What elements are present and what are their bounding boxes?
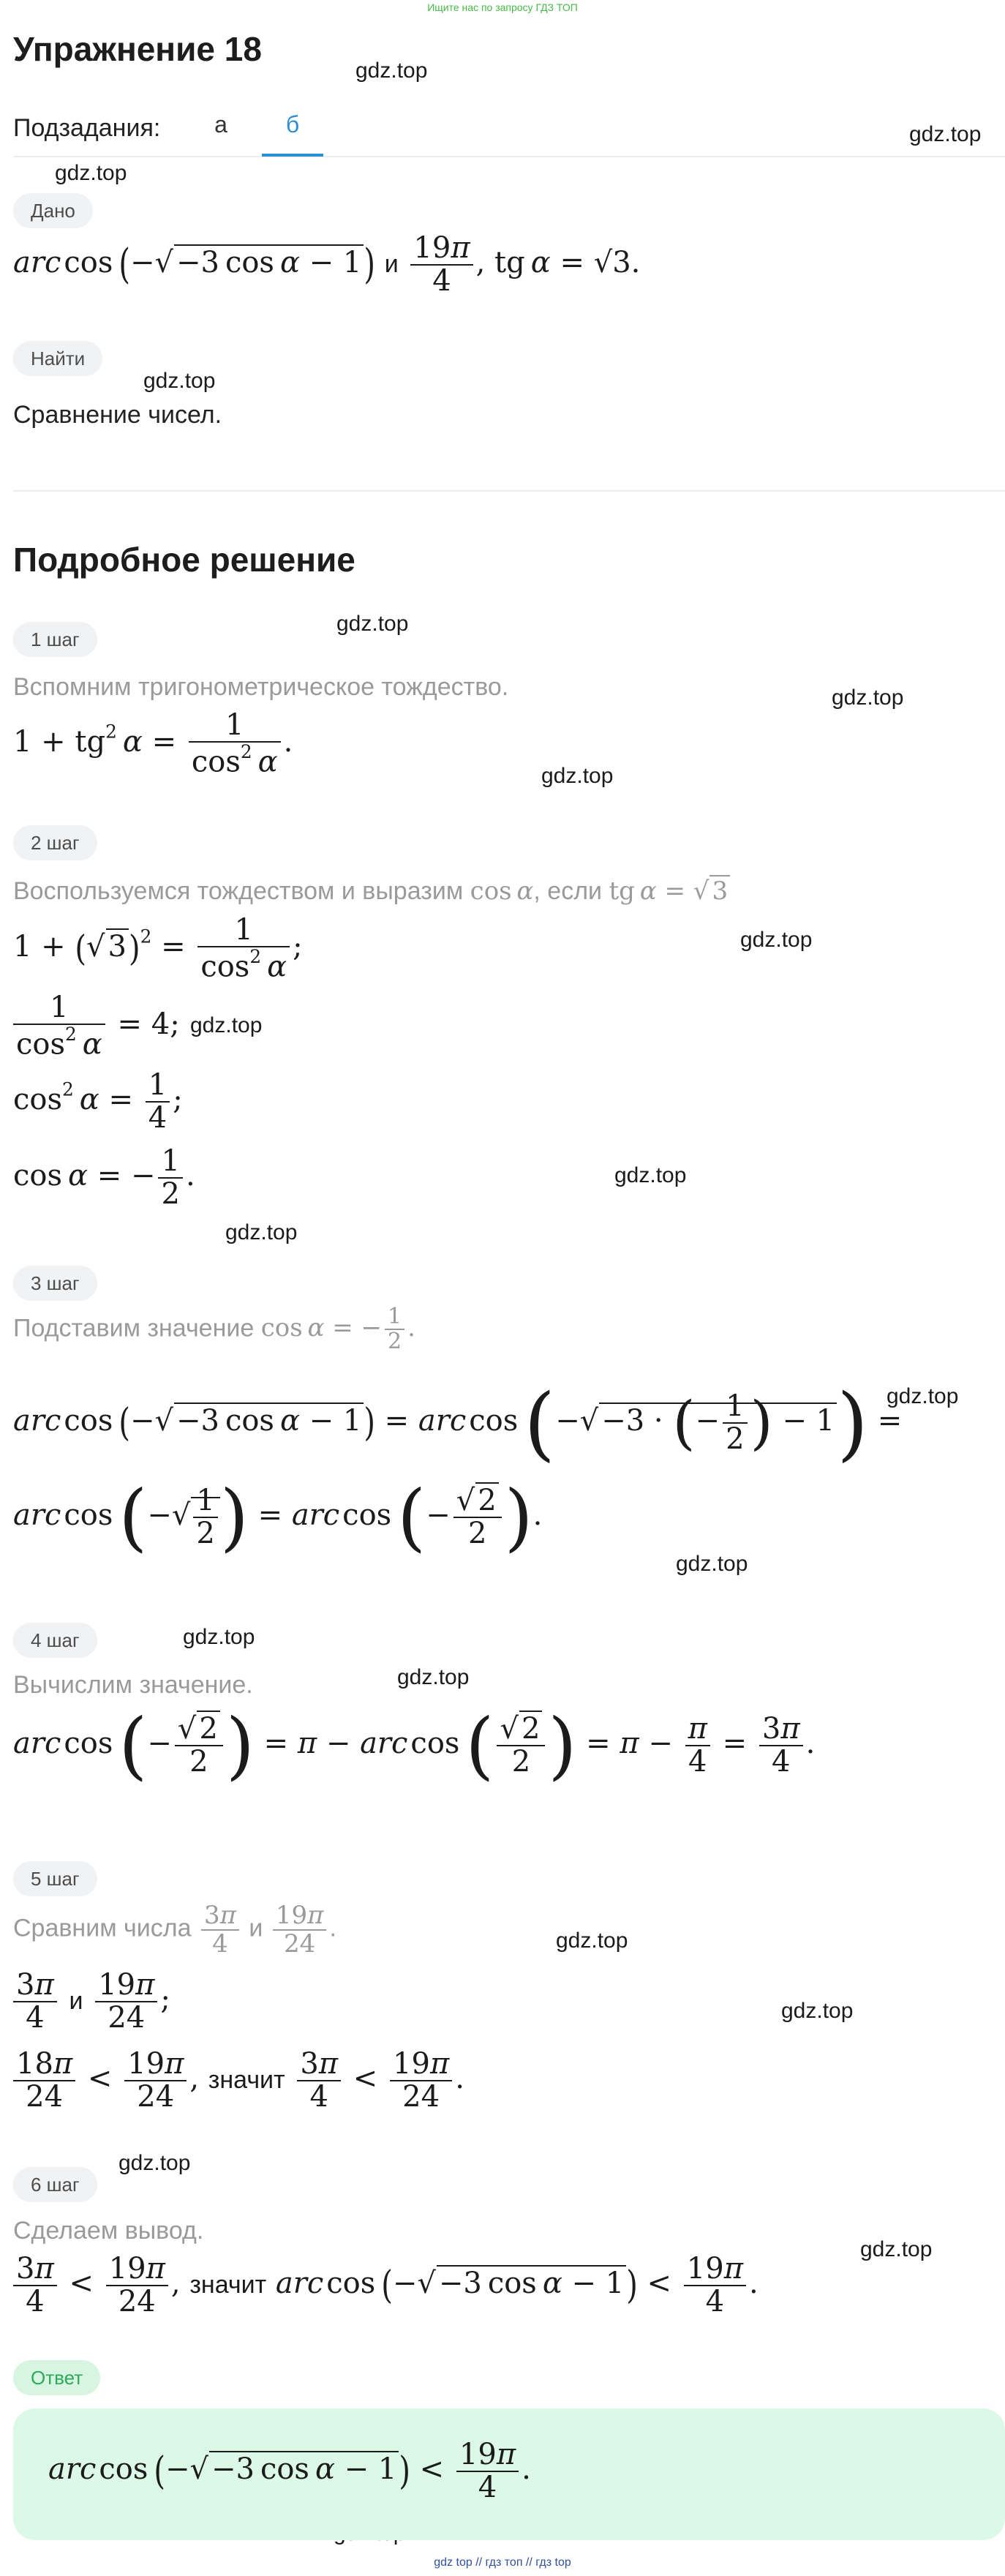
watermark: gdz.top xyxy=(740,928,813,952)
watermark: gdz.top xyxy=(355,59,428,83)
page-title: Упражнение 18 xyxy=(13,30,262,68)
step-2-formula-4: cos α = − $\frac{1}{2}$ . xyxy=(13,1144,195,1212)
find-badge: Найти xyxy=(13,341,102,376)
watermark: gdz.top xyxy=(781,1999,854,2023)
step-6-formula: $\frac{3\pi}{4}$ < $\frac{19\pi}{24}$ , значит arc cos (−√ −3 cos α − 1) < $\frac{19\pi}{4}$ . xyxy=(13,2253,759,2318)
given-badge: Дано xyxy=(13,193,93,228)
step-5-formula-1: $\frac{3\pi}{4}$ и $\frac{19\pi}{24}$ ; xyxy=(13,1969,170,2034)
step-1-badge: 1 шаг xyxy=(13,622,97,657)
watermark: gdz.top xyxy=(909,122,982,146)
tab-divider xyxy=(13,156,1005,157)
solution-title: Подробное решение xyxy=(13,541,355,579)
watermark: gdz.top xyxy=(614,1163,687,1187)
step-5-badge: 5 шаг xyxy=(13,1861,97,1896)
watermark: gdz.top xyxy=(183,1625,255,1649)
step-1-formula: $1 + tg^2$ α = $\frac{1}{\cos^2 \alpha}$ . xyxy=(13,708,293,779)
step-4-formula: arc cos (− $\frac{√ 2}{2}$ ) = π − arc cos ( $\frac{√ 2}{2}$ ) = π − $\frac{\pi}{4}$ = $\frac{3\pi}{4}$ . xyxy=(13,1702,816,1788)
step-2-formula-2: $\frac{1}{\cos^2 \alpha}$ = 4; xyxy=(13,992,180,1061)
watermark: gdz.top xyxy=(887,1384,959,1408)
watermark: gdz.top xyxy=(832,686,904,710)
given-tg: tg xyxy=(494,246,525,280)
step-5-text: Сравним числа $\frac{3\pi}{4}$ и $\frac{19\pi}{24}$ . xyxy=(13,1901,336,1959)
footer-links[interactable]: gdz top // гдз топ // гдз top xyxy=(434,2556,571,2569)
step-6-text: Сделаем вывод. xyxy=(13,2217,204,2245)
subtasks-label: Подзадания: xyxy=(13,114,161,142)
step-2-formula-1: 1 + (√ 3)$^2$ = $\frac{1}{\cos^2 \alpha}$ ; xyxy=(13,913,303,984)
top-banner[interactable]: Ищите нас по запросу ГДЗ ТОП xyxy=(427,1,578,13)
watermark: gdz.top xyxy=(541,764,614,788)
answer-formula: arc cos (−√ −3 cos α − 1) < $\frac{19\pi}{4}$ . xyxy=(48,2438,531,2505)
step-1-text: Вспомним тригонометрическое тождество. xyxy=(13,673,509,701)
active-tab-indicator xyxy=(262,154,323,157)
step-2-formula-3: $\cos^2 \alpha$ = $\frac{1}{4}$ ; xyxy=(13,1068,183,1135)
step-6-badge: 6 шаг xyxy=(13,2167,97,2202)
step-3-formula-1: arc cos (−√ −3 cos α − 1) = arc cos (−√ −3 · (− $\frac{1}{2}$ ) − 1) = xyxy=(13,1376,903,1470)
tab-b[interactable]: б xyxy=(285,111,300,138)
watermark: gdz.top xyxy=(190,1013,263,1037)
watermark: gdz.top xyxy=(676,1552,748,1576)
step-2-text: Воспользуемся тождеством и выразим cos α, если tg α = √ 3 xyxy=(13,876,730,906)
watermark: gdz.top xyxy=(336,612,409,636)
watermark: gdz.top xyxy=(860,2237,933,2261)
given-and: и xyxy=(384,250,399,279)
step-3-text: Подставим значение cos α = − $\frac{1}{2}$ . xyxy=(13,1304,415,1355)
step-3-badge: 3 шаг xyxy=(13,1266,97,1301)
section-divider xyxy=(13,490,1005,492)
watermark: gdz.top xyxy=(397,1665,470,1689)
find-text: Сравнение чисел. xyxy=(13,401,222,429)
step-3-formula-2: arc cos (−√ $\frac{1}{2}$ ) = arc cos (− $\frac{√ 2}{2}$ ). xyxy=(13,1474,543,1560)
step-5-formula-2: $\frac{18\pi}{24}$ < $\frac{19\pi}{24}$ , значит $\frac{3\pi}{4}$ < $\frac{19\pi}{24}$ . xyxy=(13,2049,464,2113)
step-2-badge: 2 шаг xyxy=(13,825,97,860)
given-formula: arc cos (−√ −3 cos α − 1) и $\frac{19\pi}{4}$ , tg α = √3. xyxy=(13,231,641,298)
watermark: gdz.top xyxy=(225,1220,298,1244)
step-4-badge: 4 шаг xyxy=(13,1623,97,1658)
step-4-text: Вычислим значение. xyxy=(13,1671,253,1699)
watermark: gdz.top xyxy=(55,161,127,185)
watermark: gdz.top xyxy=(118,2151,191,2175)
watermark: gdz.top xyxy=(556,1929,628,1953)
watermark: gdz.top xyxy=(143,369,216,393)
answer-badge: Ответ xyxy=(13,2360,100,2395)
given-tg-value: = √3. xyxy=(560,246,641,280)
tab-a[interactable]: а xyxy=(214,111,227,138)
